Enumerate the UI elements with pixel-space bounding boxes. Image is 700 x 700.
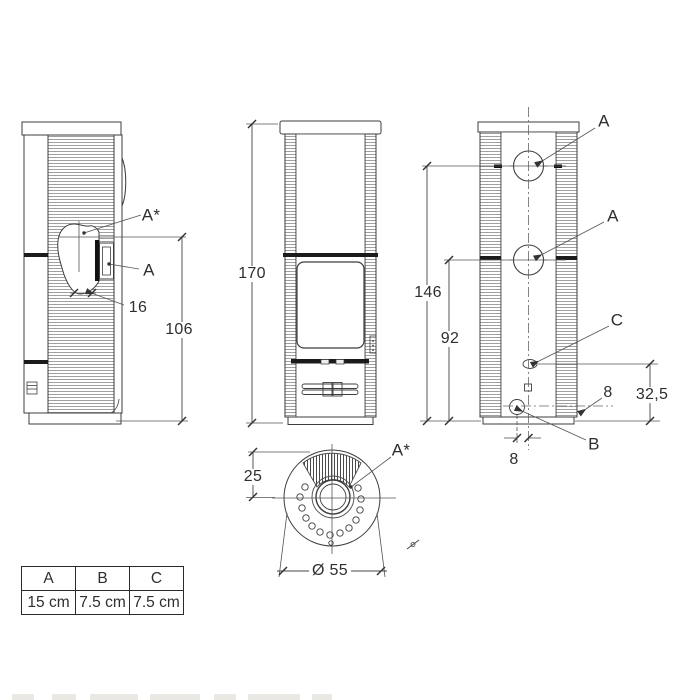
- table-value-a: 15 cm: [22, 591, 76, 615]
- top-dim-25: 25: [241, 469, 265, 485]
- side-view: [22, 122, 126, 424]
- side-label-a: A: [143, 260, 155, 280]
- rear-label-c: C: [610, 310, 624, 330]
- rear-dim-8-bottom: 8: [509, 451, 519, 468]
- table-value-b: 7.5 cm: [76, 591, 130, 615]
- side-dim-106: 106: [162, 322, 196, 338]
- side-label-a-star: A*: [141, 205, 161, 225]
- top-flue-collar: [316, 480, 350, 514]
- rear-label-a-lower: A: [607, 206, 619, 226]
- rear-dim-32-5: 32,5: [633, 387, 671, 403]
- top-label-a-star: A*: [391, 440, 411, 460]
- front-dim-170: 170: [235, 266, 269, 282]
- rear-label-a-upper: A: [598, 111, 610, 131]
- rear-dim-92: 92: [438, 331, 462, 347]
- rear-label-b: B: [588, 434, 600, 454]
- top-dim-diameter-55: Ø 55: [309, 563, 351, 579]
- front-view: [280, 121, 381, 425]
- dimension-table: [21, 566, 184, 615]
- rear-dim-8-right: 8: [603, 384, 613, 401]
- rear-dim-146: 146: [411, 285, 445, 301]
- top-view: [284, 450, 419, 549]
- table-header-row: [22, 567, 184, 591]
- table-header-c: C: [130, 567, 184, 591]
- table-value-row: [22, 591, 184, 615]
- side-dim-16: 16: [128, 299, 148, 316]
- table-header-b: B: [76, 567, 130, 591]
- table-header-a: A: [22, 567, 76, 591]
- table-value-c: 7.5 cm: [130, 591, 184, 615]
